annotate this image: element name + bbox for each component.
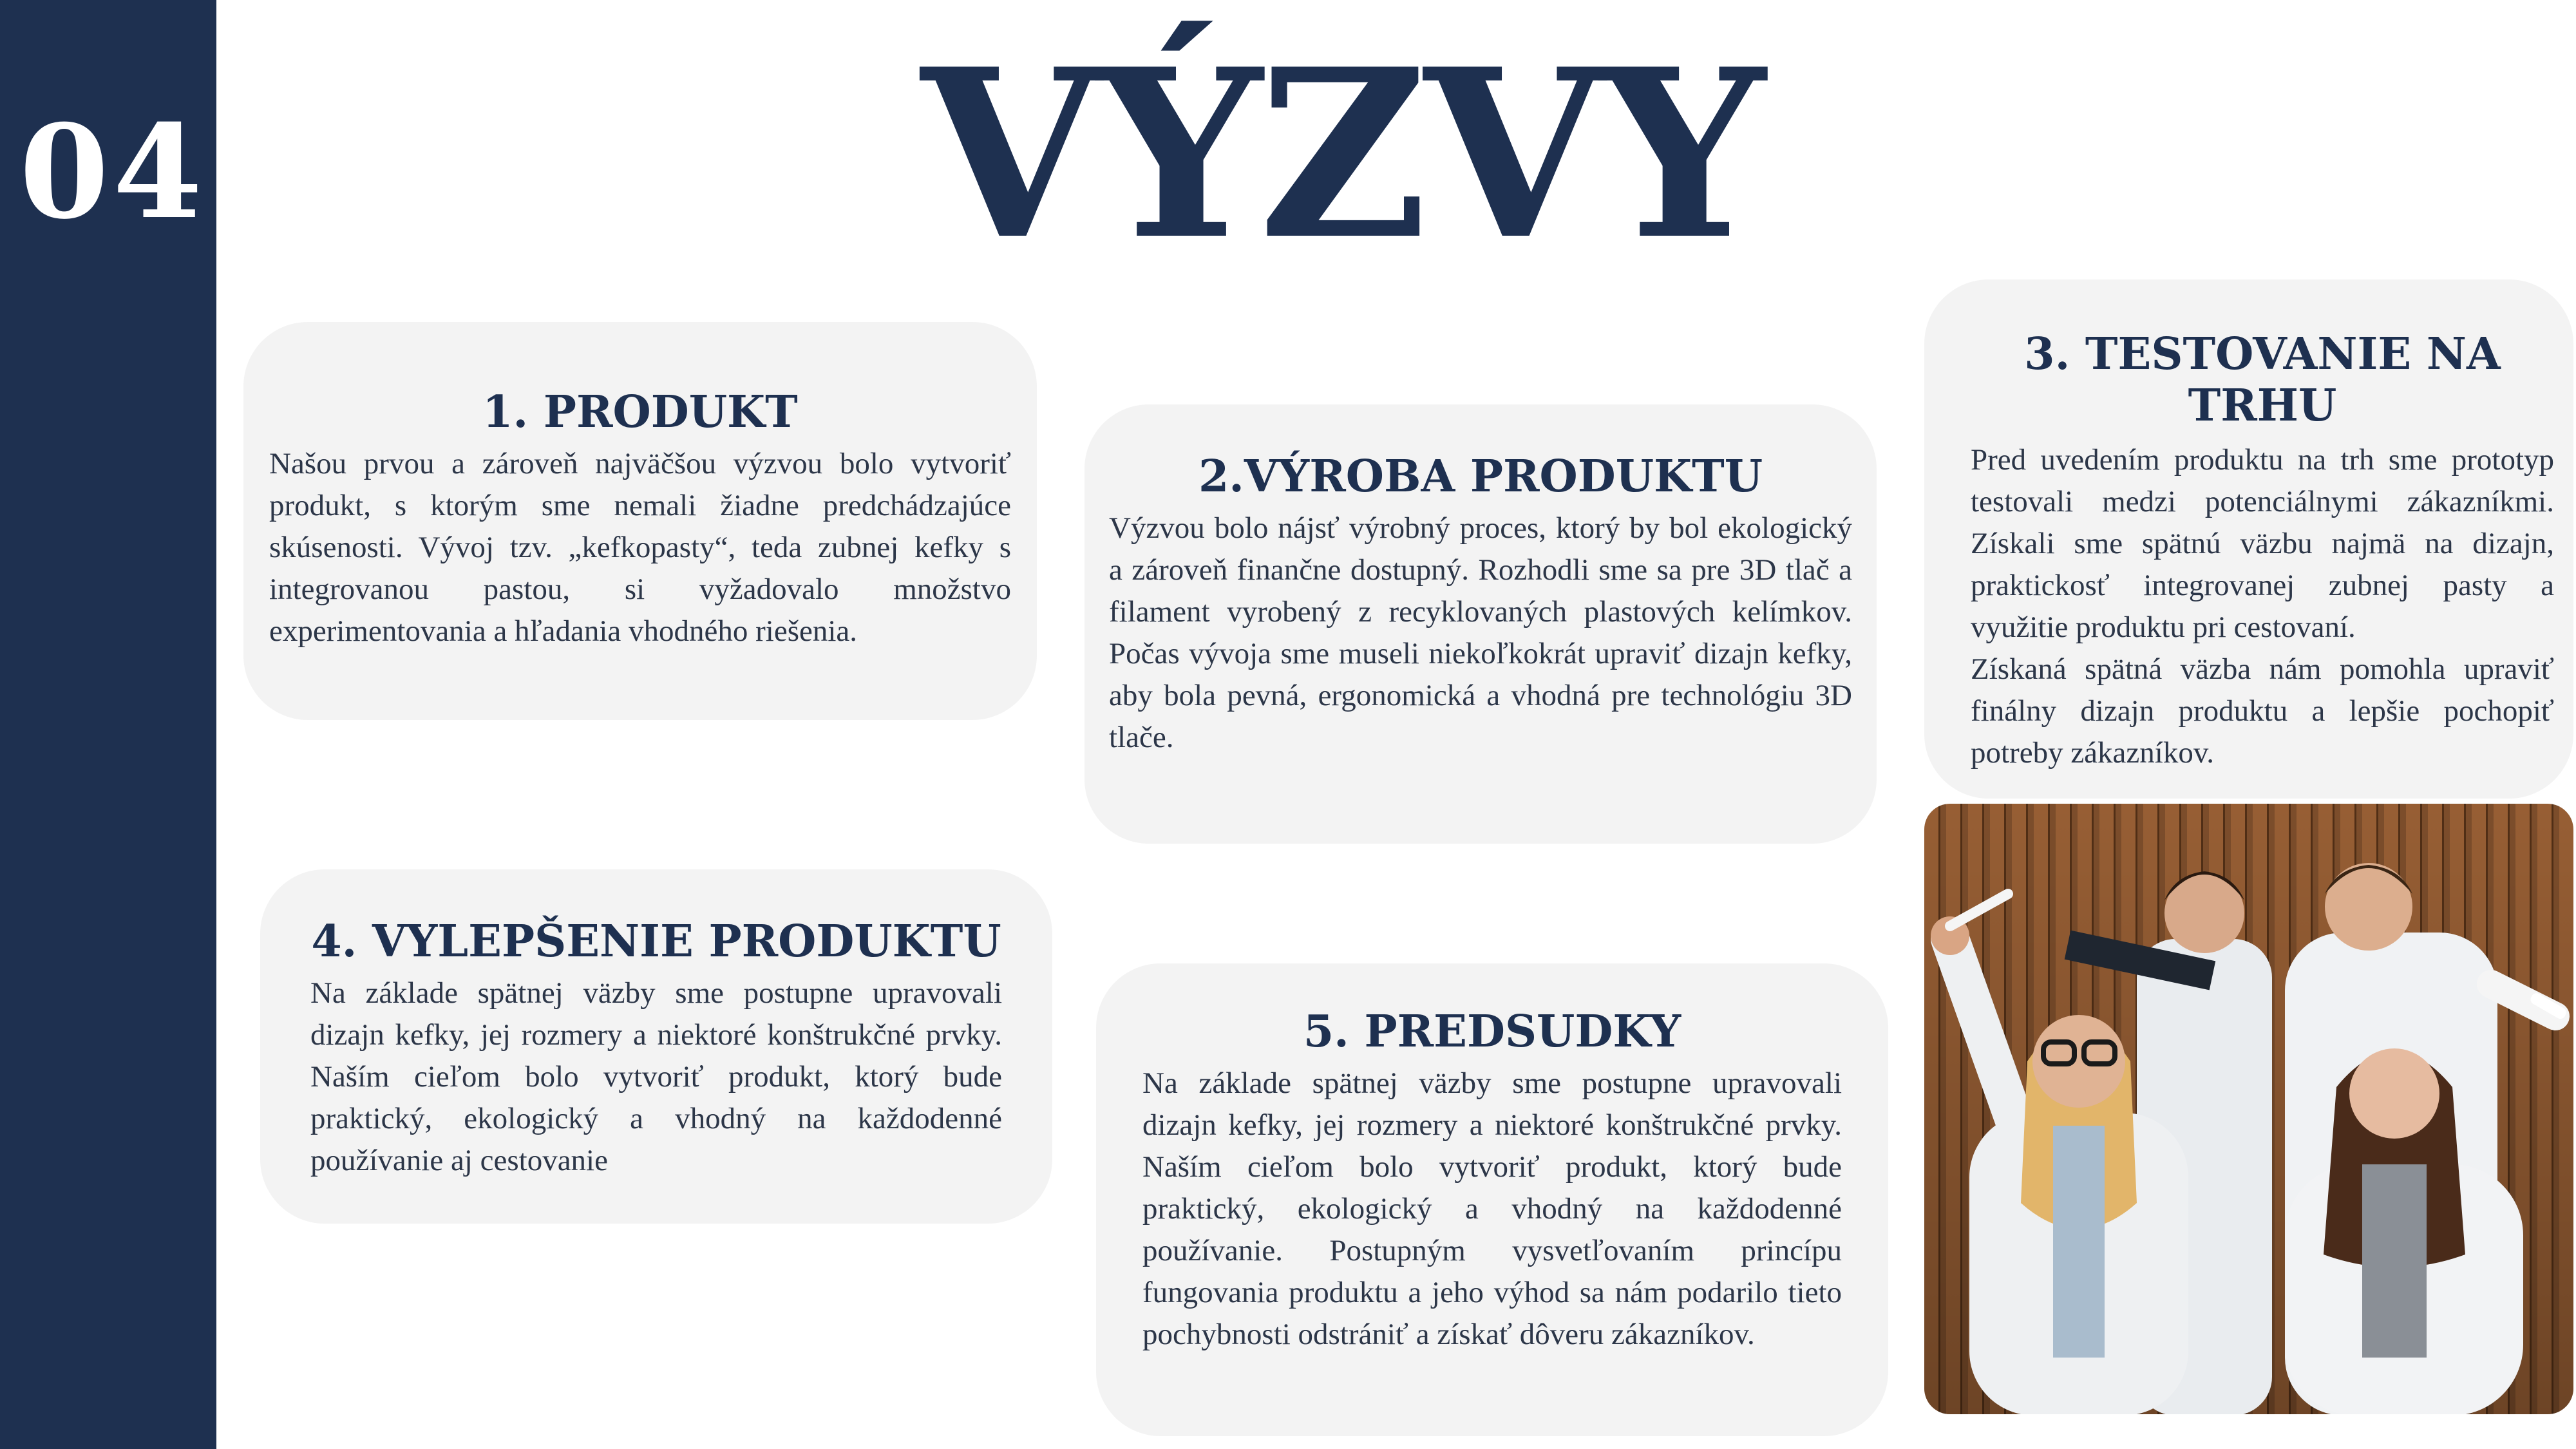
card-heading: 3. TESTOVANIE NA TRHU (2024, 328, 2501, 431)
card-text: Pred uvedením produktu na trh sme prototyp testovali medzi potenciálnymi zákazníkmi. Získali sme spätnú väzbu najmä na dizajn, praktickosť integrovanej zubnej pasty a využitie produktu pri cestovaní. (1971, 443, 2554, 644)
card-vyroba-produktu (1084, 404, 1877, 844)
card-testovanie-na-trhu (1924, 279, 2573, 799)
card-vylepsenie-produktu (260, 869, 1052, 1224)
card-text: Našou prvou a zároveň najväčšou výzvou bolo vytvoriť produkt, s ktorým sme nemali žiadne predchádzajúce skúsenosti. Vývoj tzv. „kefkopasty“, teda zubnej kefky s integrovanou pastou, si vyžadovalo množstvo experimentovania a hľadania vhodného riešenia. (269, 447, 1011, 648)
card-heading: 4. VYLEPŠENIE PRODUKTU (311, 916, 1001, 967)
card-produkt (243, 322, 1037, 720)
sidebar (0, 0, 216, 1449)
team-photo (1924, 804, 2573, 1414)
card-text: Na základe spätnej väzby sme postupne upravovali dizajn kefky, jej rozmery a niektoré konštrukčné prvky. Naším cieľom bolo vytvoriť produkt, ktorý bude praktický, ekologický a vhodný na každodenné používanie aj cestovanie (310, 976, 1002, 1177)
page-title: VÝZVY (921, 18, 1762, 290)
card-heading: 2.VÝROBA PRODUKTU (1198, 451, 1763, 502)
card-predsudky (1096, 963, 1888, 1436)
card-heading: 1. PRODUKT (482, 386, 798, 438)
card-text: Výzvou bolo nájsť výrobný proces, ktorý by bol ekologický a zároveň finančne dostupný. Rozhodli sme sa pre 3D tlač a filament vyrobený z recyklovaných plastových kelímkov. Počas vývoja sme museli niekoľkokrát upraviť dizajn kefky, aby bola pevná, ergonomická a vhodná pre technológiu 3D tlače. (1109, 511, 1852, 754)
section-number: 04 (19, 97, 207, 248)
card-text: Na základe spätnej väzby sme postupne upravovali dizajn kefky, jej rozmery a niektoré konštrukčné prvky. Naším cieľom bolo vytvoriť produkt, ktorý bude praktický, ekologický a vhodný na každodenné používanie. Postupným vysvetľovaním princípu fungovania produktu a jeho výhod sa nám podarilo tieto pochybnosti odstrániť a získať dôveru zákazníkov. (1142, 1066, 1842, 1351)
card-text: Získaná spätná väzba nám pomohla upraviť finálny dizajn produktu a lepšie pochopiť potreby zákazníkov. (1971, 652, 2554, 770)
card-heading: 5. PREDSUDKY (1303, 1006, 1681, 1057)
